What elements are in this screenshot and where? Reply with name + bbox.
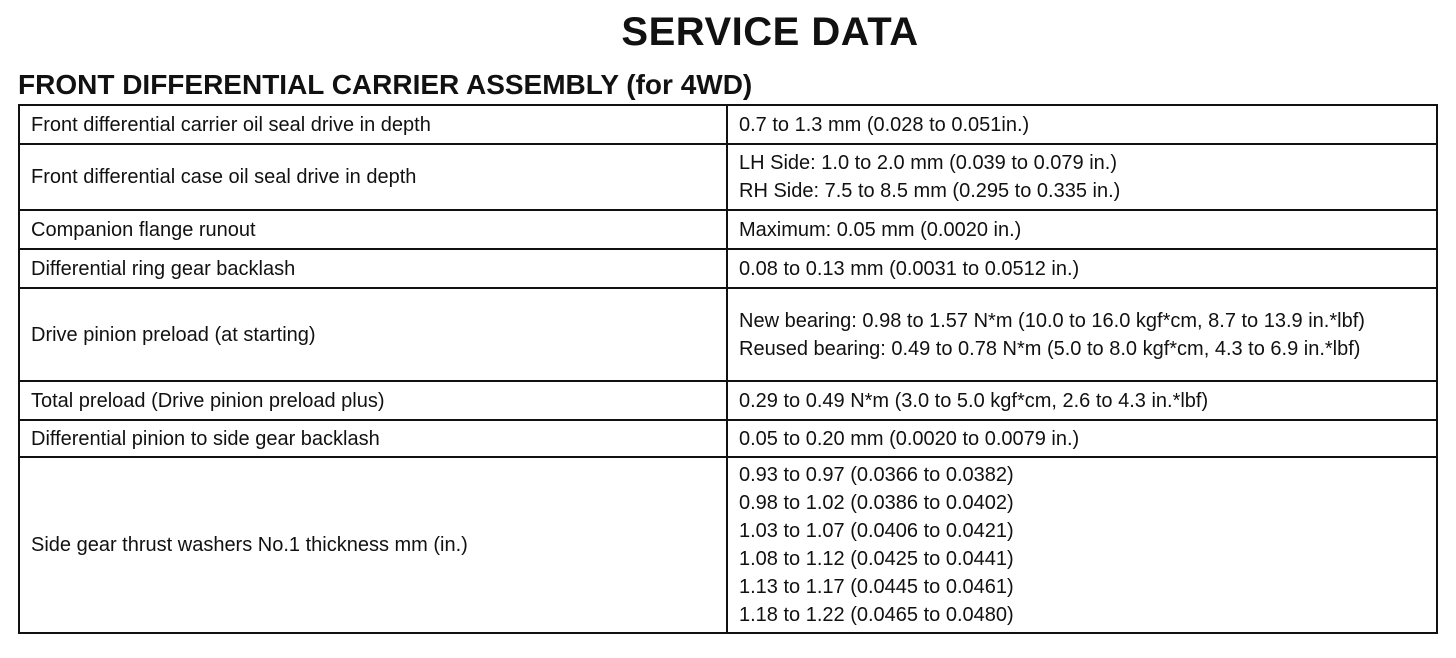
table-row [19,249,1437,288]
value-line: 1.08 to 1.12 (0.0425 to 0.0441) [739,548,1014,570]
value-line: 0.98 to 1.02 (0.0386 to 0.0402) [739,492,1014,514]
item-cell: Differential ring gear backlash [19,249,727,288]
value-cell [727,210,1437,249]
value-line: RH Side: 7.5 to 8.5 mm (0.295 to 0.335 in.) [739,180,1121,202]
table-row [19,105,1437,144]
item-cell: Drive pinion preload (at starting) [19,288,727,381]
value-line: 0.7 to 1.3 mm (0.028 to 0.051in.) [739,113,1030,136]
value-line: 0.05 to 0.20 mm (0.0020 to 0.0079 in.) [739,427,1080,450]
value-line: 1.18 to 1.22 (0.0465 to 0.0480) [739,604,1014,626]
item-cell: Front differential carrier oil seal drive in depth [19,105,727,144]
value-cell [727,457,1437,633]
service-data-table [18,104,1438,634]
value-cell [727,105,1437,144]
value-line: LH Side: 1.0 to 2.0 mm (0.039 to 0.079 in.) [739,152,1117,174]
value-cell [727,249,1437,288]
value-line: Maximum: 0.05 mm (0.0020 in.) [739,218,1022,241]
item-cell: Side gear thrust washers No.1 thickness mm (in.) [19,457,727,633]
value-cell [727,144,1437,210]
table-row [19,288,1437,381]
value-line: 1.13 to 1.17 (0.0445 to 0.0461) [739,576,1014,598]
table-row [19,420,1437,457]
value-cell [727,381,1437,420]
item-cell: Companion flange runout [19,210,727,249]
value-cell [727,420,1437,457]
page-title: SERVICE DATA [621,10,919,54]
item-cell: Total preload (Drive pinion preload plus) [19,381,727,420]
value-line: 0.29 to 0.49 N*m (3.0 to 5.0 kgf*cm, 2.6 to 4.3 in.*lbf) [739,389,1209,412]
table-row [19,144,1437,210]
value-line: 0.93 to 0.97 (0.0366 to 0.0382) [739,464,1014,486]
value-line: 1.03 to 1.07 (0.0406 to 0.0421) [739,520,1014,542]
table-row [19,210,1437,249]
section-title: FRONT DIFFERENTIAL CARRIER ASSEMBLY (for 4WD) [18,69,753,100]
value-line: Reused bearing: 0.49 to 0.78 N*m (5.0 to 8.0 kgf*cm, 4.3 to 6.9 in.*lbf) [739,337,1361,360]
item-cell: Front differential case oil seal drive in depth [19,144,727,210]
value-line: 0.08 to 0.13 mm (0.0031 to 0.0512 in.) [739,257,1080,280]
value-line: New bearing: 0.98 to 1.57 N*m (10.0 to 16.0 kgf*cm, 8.7 to 13.9 in.*lbf) [739,309,1365,332]
table-row [19,381,1437,420]
table-row [19,457,1437,633]
value-cell [727,288,1437,381]
item-cell: Differential pinion to side gear backlash [19,420,727,457]
